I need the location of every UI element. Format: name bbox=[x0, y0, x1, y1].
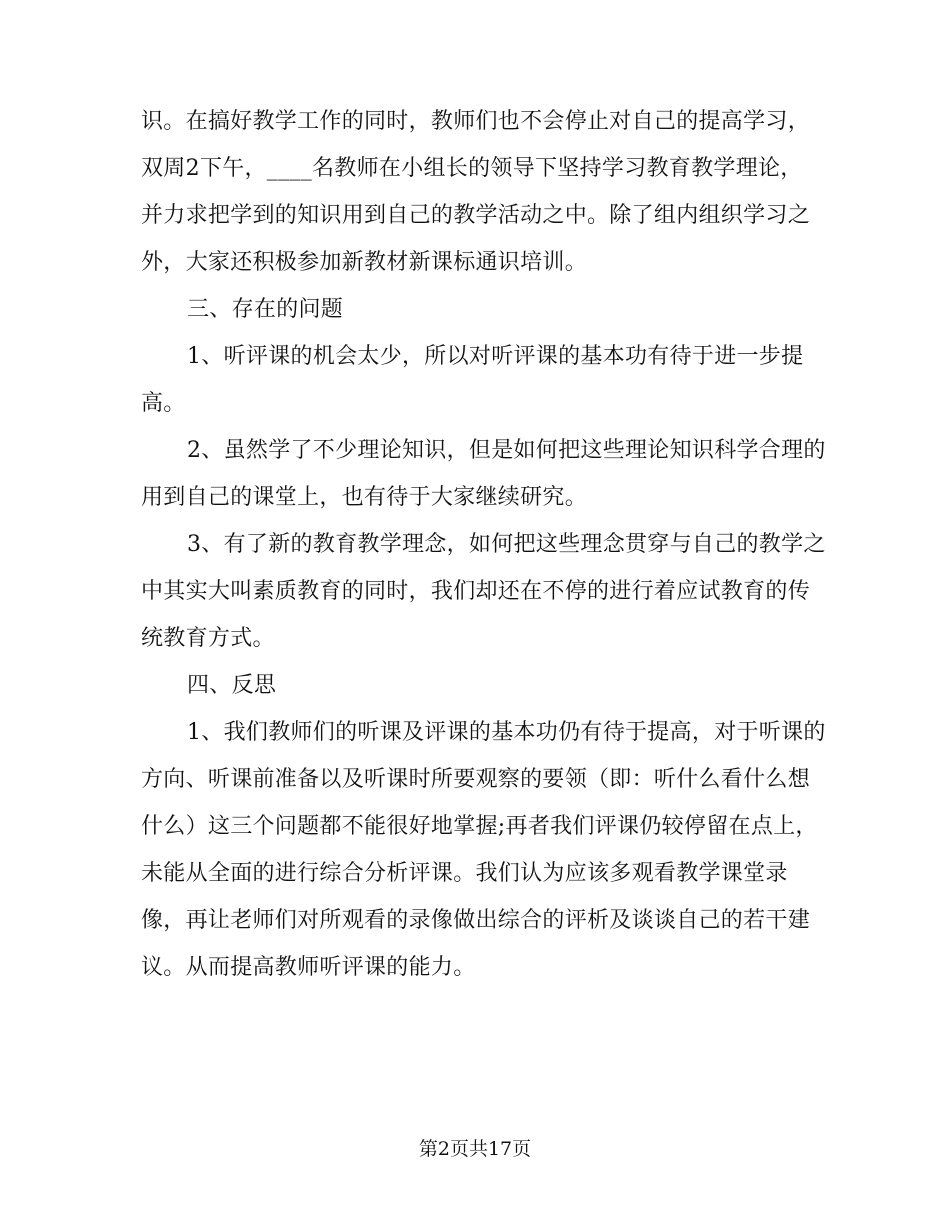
paragraph-line: 方向、听课前准备以及听课时所要观察的要领（即：听什么看什么想 bbox=[141, 767, 811, 792]
paragraph-line: 用到自己的课堂上，也有待于大家继续研究。 bbox=[141, 485, 588, 510]
paragraph-line: 议。从而提高教师听评课的能力。 bbox=[141, 955, 476, 980]
paragraph-line: 1、听评课的机会太少，所以对听评课的基本功有待于进一步提 bbox=[187, 344, 804, 369]
paragraph-line: 什么）这三个问题都不能很好地掌握;再者我们评课仍较停留在点上， bbox=[141, 814, 818, 839]
document-body bbox=[141, 98, 826, 991]
paragraph-line: 双周2下午，____名教师在小组长的领导下坚持学习教育教学理论， bbox=[141, 156, 803, 181]
paragraph-line: 中其实大叫素质教育的同时，我们却还在不停的进行着应试教育的传 bbox=[141, 579, 811, 604]
paragraph-line: 外，大家还积极参加新教材新课标通识培训。 bbox=[141, 250, 588, 275]
paragraph-line: 高。 bbox=[141, 391, 186, 416]
section-heading: 四、反思 bbox=[187, 673, 277, 698]
paragraph-line: 识。在搞好教学工作的同时，教师们也不会停止对自己的提高学习， bbox=[141, 109, 811, 134]
paragraph-line: 像，再让老师们对所观看的录像做出综合的评析及谈谈自己的若干建 bbox=[141, 908, 811, 933]
paragraph-line: 未能从全面的进行综合分析评课。我们认为应该多观看教学课堂录 bbox=[141, 861, 788, 886]
paragraph-line: 并力求把学到的知识用到自己的教学活动之中。除了组内组织学习之 bbox=[141, 203, 811, 228]
paragraph-line: 2、虽然学了不少理论知识，但是如何把这些理论知识科学合理的 bbox=[187, 438, 826, 463]
section-heading: 三、存在的问题 bbox=[187, 297, 344, 322]
paragraph-line: 统教育方式。 bbox=[141, 626, 275, 651]
paragraph-line: 3、有了新的教育教学理念，如何把这些理念贯穿与自己的教学之 bbox=[187, 532, 826, 557]
paragraph-line: 1、我们教师们的听课及评课的基本功仍有待于提高，对于听课的 bbox=[187, 720, 826, 745]
page-number-footer: 第2页共17页 bbox=[418, 1138, 532, 1160]
